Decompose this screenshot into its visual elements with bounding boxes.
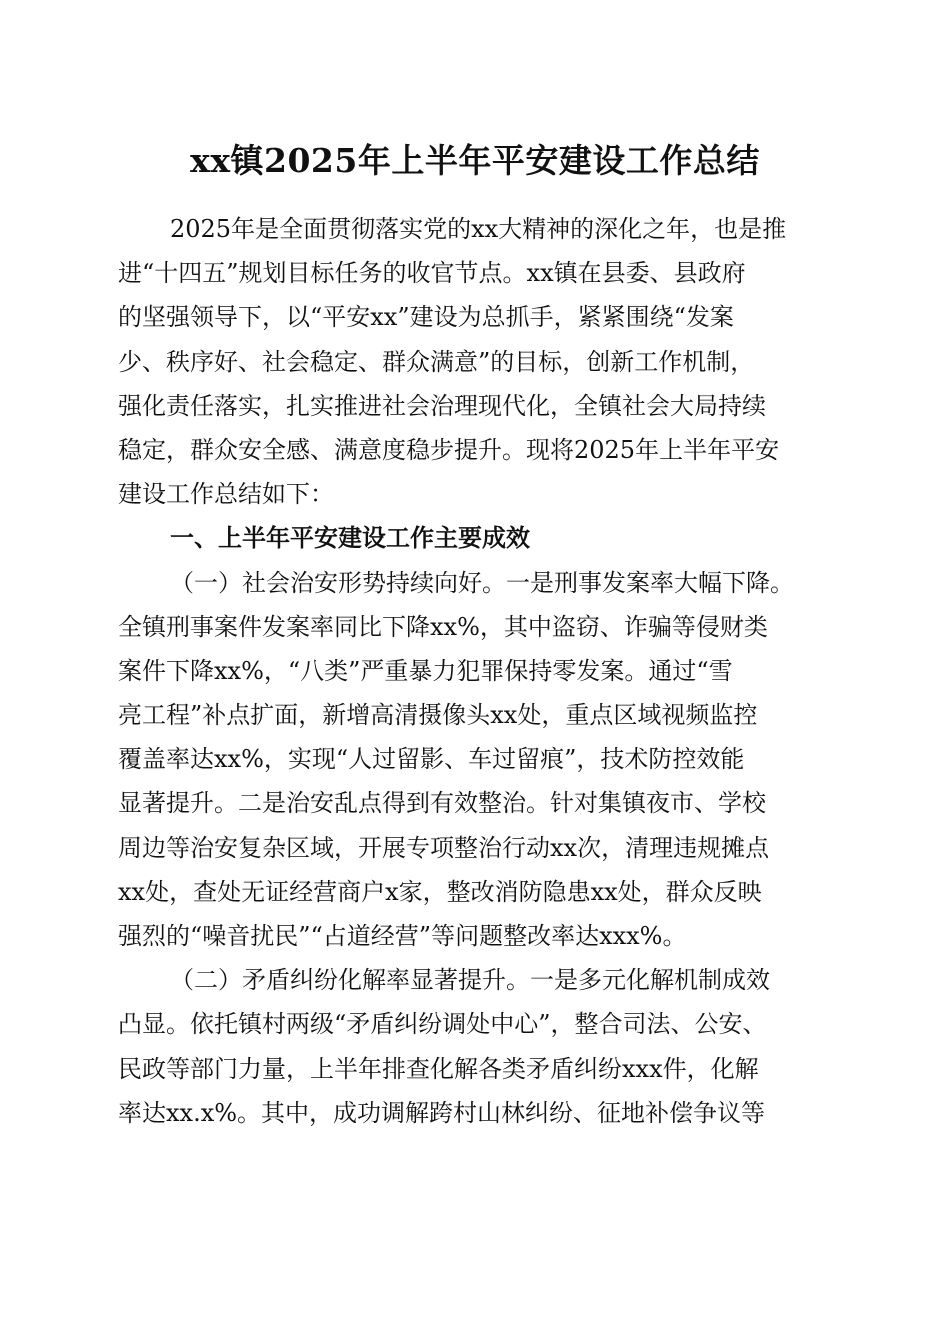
paragraph-line: 的坚强领导下，以“平安xx”建设为总抓手，紧紧围绕“发案 — [118, 303, 734, 332]
document-body — [118, 207, 830, 1135]
paragraph-line: 凸显。依托镇村两级“矛盾纠纷调处中心”，整合司法、公安、 — [118, 1010, 767, 1039]
paragraph-line: 案件下降xx%，“八类”严重暴力犯罪保持零发案。通过“雪 — [118, 656, 733, 685]
paragraph-line: 稳定，群众安全感、满意度稳步提升。现将2025年上半年平安 — [118, 435, 780, 464]
paragraph-line: 亮工程”补点扩面，新增高清摄像头xx处，重点区域视频监控 — [118, 701, 758, 730]
section-heading: 一、上半年平安建设工作主要成效 — [170, 524, 530, 553]
document-title: xx镇2025年上半年平安建设工作总结 — [190, 141, 760, 180]
paragraph-line: 全镇刑事案件发案率同比下降xx%，其中盗窃、诈骗等侵财类 — [118, 612, 768, 641]
paragraph-line: 强化责任落实，扎实推进社会治理现代化，全镇社会大局持续 — [118, 391, 766, 420]
paragraph-line: （二）矛盾纠纷化解率显著提升。一是多元化解机制成效 — [170, 966, 770, 995]
paragraph-line: 进“十四五”规划目标任务的收官节点。xx镇在县委、县政府 — [118, 259, 746, 288]
paragraph-line: 少、秩序好、社会稳定、群众满意”的目标，创新工作机制， — [118, 347, 755, 376]
paragraph-line: 2025年是全面贯彻落实党的xx大精神的深化之年，也是推 — [170, 215, 787, 243]
paragraph-line: （一）社会治安形势持续向好。一是刑事发案率大幅下降。 — [170, 568, 794, 597]
paragraph-line: 周边等治安复杂区域，开展专项整治行动xx次，清理违规摊点 — [118, 833, 770, 862]
paragraph-line: 率达xx.x%。其中，成功调解跨村山林纠纷、征地补偿争议等 — [118, 1098, 766, 1127]
paragraph-line: 覆盖率达xx%，实现“人过留影、车过留痕”，技术防控效能 — [118, 745, 745, 774]
paragraph-line: 显著提升。二是治安乱点得到有效整治。针对集镇夜市、学校 — [118, 789, 766, 818]
paragraph-line: 建设工作总结如下： — [118, 480, 334, 509]
paragraph-line: 强烈的“噪音扰民”“占道经营”等问题整改率达xxx%。 — [118, 922, 687, 950]
paragraph-line: 民政等部门力量，上半年排查化解各类矛盾纠纷xxx件，化解 — [118, 1054, 759, 1083]
paragraph-line: xx处，查处无证经营商户x家，整改消防隐患xx处，群众反映 — [118, 877, 762, 906]
